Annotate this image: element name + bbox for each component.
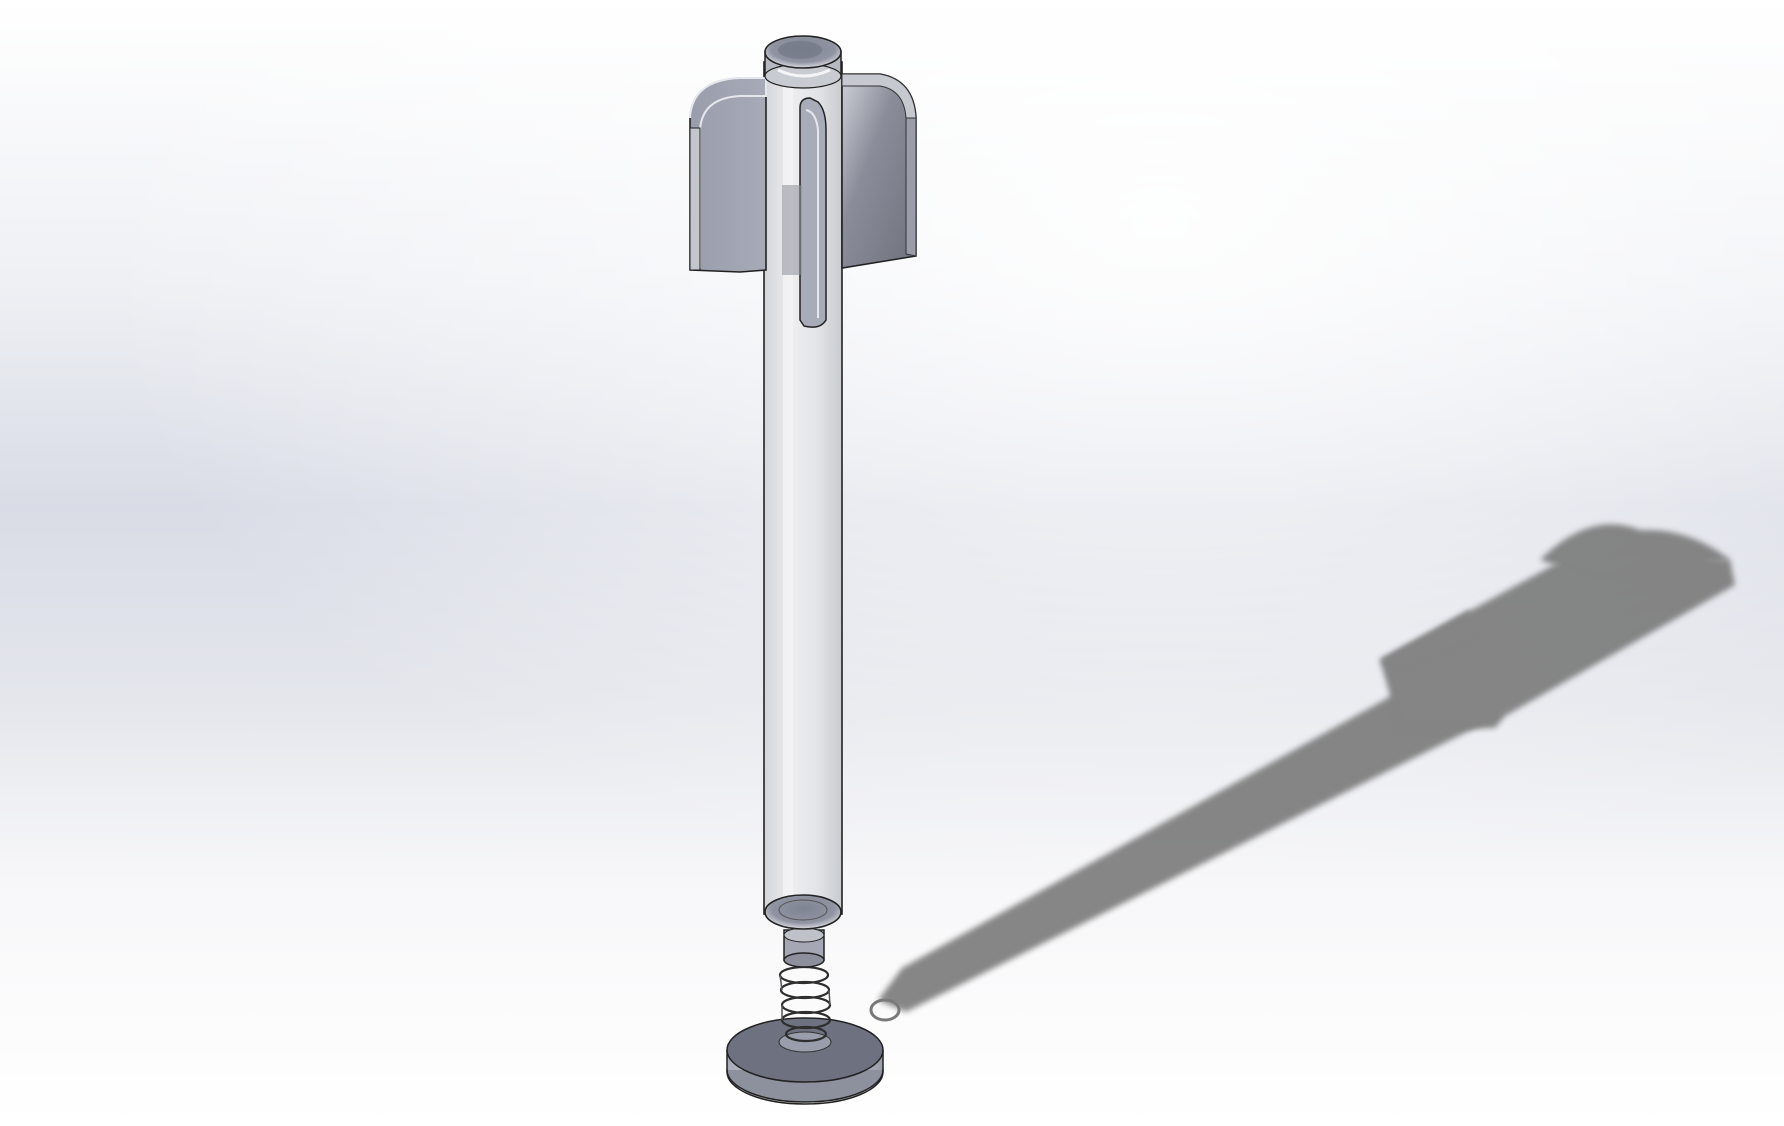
left-fin[interactable]: [690, 78, 766, 272]
plunger[interactable]: [784, 928, 824, 967]
base-disc[interactable]: [727, 1018, 883, 1104]
right-fin[interactable]: [842, 74, 916, 268]
top-cap[interactable]: [765, 36, 841, 88]
